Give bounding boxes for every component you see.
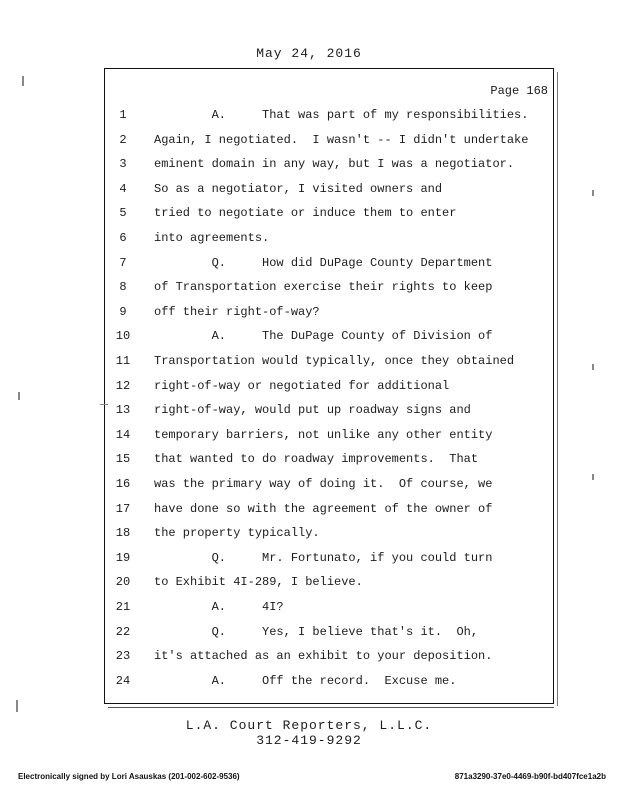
transcript-line xyxy=(0,546,618,570)
line-number: 8 xyxy=(119,280,127,295)
transcript-line xyxy=(0,521,618,545)
line-text: Transportation would typically, once they obtained xyxy=(154,354,515,368)
line-text: the property typically. xyxy=(154,526,320,541)
line-text: to Exhibit 4I-289, I believe. xyxy=(154,575,363,590)
transcript-line xyxy=(0,103,618,127)
line-text: have done so with the agreement of the owner of xyxy=(154,501,493,516)
transcript-line xyxy=(0,497,618,521)
line-number: 6 xyxy=(119,231,127,245)
line-number: 23 xyxy=(115,649,131,664)
scan-speck xyxy=(592,190,594,196)
scan-speck xyxy=(592,364,594,370)
line-number: 22 xyxy=(115,624,131,639)
line-number: 15 xyxy=(115,452,131,467)
court-reporter-firm: L.A. Court Reporters, L.L.C. xyxy=(185,718,433,733)
line-number: 24 xyxy=(115,673,131,688)
line-number: 19 xyxy=(115,550,131,565)
line-number: 5 xyxy=(119,206,127,221)
line-number: 9 xyxy=(119,304,127,319)
line-number: 7 xyxy=(119,255,127,270)
transcript-line xyxy=(0,152,618,176)
transcript-line xyxy=(0,447,618,471)
transcript-line xyxy=(0,570,618,594)
line-number: 2 xyxy=(119,132,127,147)
line-text: eminent domain in any way, but I was a negotiator. xyxy=(154,157,515,172)
line-number: 1 xyxy=(119,108,127,122)
page-number: Page 168 xyxy=(490,84,548,98)
line-text: of Transportation exercise their rights to keep xyxy=(154,280,493,295)
transcript-line xyxy=(0,620,618,644)
line-number: 16 xyxy=(115,477,131,491)
line-text: So as a negotiator, I visited owners and xyxy=(154,181,443,196)
electronic-signature: Electronically signed by Lori Asauskas (201-002-602-9536) xyxy=(18,772,240,781)
line-number: 3 xyxy=(119,157,127,172)
transcript-line xyxy=(0,398,618,422)
line-text: A. Off the record. Excuse me. xyxy=(154,673,457,688)
frame-bottom-shadow xyxy=(108,704,554,708)
transcript-line xyxy=(0,324,618,348)
scan-speck xyxy=(22,76,24,86)
scan-speck xyxy=(592,474,594,480)
line-text: A. The DuPage County of Division of xyxy=(154,329,493,344)
document-hash: 871a3290-37e0-4469-b90f-bd407fce1a2b xyxy=(454,772,606,781)
line-number: 13 xyxy=(115,403,131,418)
line-number: 20 xyxy=(115,575,131,590)
transcript-line xyxy=(0,349,618,373)
scan-speck xyxy=(100,404,108,405)
transcript-line xyxy=(0,201,618,225)
line-text: was the primary way of doing it. Of course, we xyxy=(154,477,493,491)
transcript-line xyxy=(0,128,618,152)
transcript-line xyxy=(0,300,618,324)
line-number: 12 xyxy=(115,378,131,393)
line-text: temporary barriers, not unlike any other entity xyxy=(154,427,493,442)
line-number: 21 xyxy=(115,600,131,614)
line-text: that wanted to do roadway improvements. That xyxy=(154,452,479,467)
line-text: Q. Mr. Fortunato, if you could turn xyxy=(154,550,493,565)
transcript-line xyxy=(0,374,618,398)
line-text: off their right-of-way? xyxy=(154,304,320,319)
scan-speck xyxy=(16,700,18,712)
transcript-line xyxy=(0,669,618,693)
line-number: 11 xyxy=(115,354,131,368)
header-date: May 24, 2016 xyxy=(256,46,362,61)
transcript-line xyxy=(0,177,618,201)
line-number: 17 xyxy=(115,501,131,516)
line-text: A. That was part of my responsibilities. xyxy=(154,108,529,122)
line-text: tried to negotiate or induce them to enter xyxy=(154,206,457,221)
transcript-line xyxy=(0,275,618,299)
scan-speck xyxy=(18,392,20,400)
line-text: Q. How did DuPage County Department xyxy=(154,255,493,270)
line-text: Again, I negotiated. I wasn't -- I didn't undertake xyxy=(154,132,529,147)
line-number: 10 xyxy=(115,329,131,344)
court-reporter-phone: 312-419-9292 xyxy=(256,733,362,748)
transcript-line xyxy=(0,472,618,496)
line-text: right-of-way or negotiated for additional xyxy=(154,378,450,393)
line-text: Q. Yes, I believe that's it. Oh, xyxy=(154,624,479,639)
transcript-line xyxy=(0,423,618,447)
transcript-line xyxy=(0,595,618,619)
line-text: into agreements. xyxy=(154,231,270,245)
line-number: 4 xyxy=(119,181,127,196)
line-number: 14 xyxy=(115,427,131,442)
line-text: it's attached as an exhibit to your deposition. xyxy=(154,649,493,664)
transcript-line xyxy=(0,226,618,250)
transcript-line xyxy=(0,644,618,668)
line-text: right-of-way, would put up roadway signs and xyxy=(154,403,471,418)
transcript-line xyxy=(0,251,618,275)
line-text: A. 4I? xyxy=(154,600,284,614)
line-number: 18 xyxy=(115,526,131,541)
